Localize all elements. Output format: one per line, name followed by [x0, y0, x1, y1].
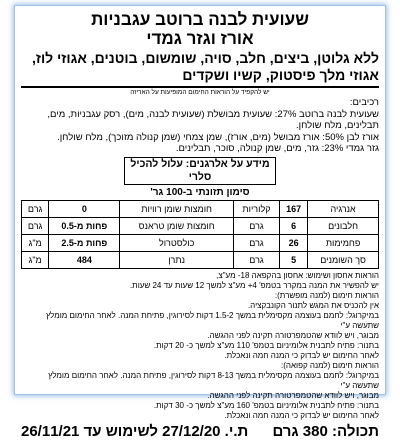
- ingredients-line: תבלינים, מלח שולחן.: [295, 120, 379, 131]
- product-subtitle: אורז וגזר גמדי: [146, 29, 254, 48]
- label-footer: [21, 423, 379, 440]
- instruction-line: לאחר החימום יש לבדוק כי המנה חמה ונאכלת.: [224, 410, 379, 420]
- instruction-line: הוראות אחסון ושימוש: אחסון בהקפאה 18- מע"צ,: [216, 270, 379, 280]
- instruction-line: במיקרוגל: לחמם בעוצמה מקסימלית במשך 1.5-2 דקות לסירוגין, פתיחת המנה. לאחר החימום מומלץ שתעשה ע"י: [46, 310, 379, 330]
- nutrition-label: גרם: [233, 217, 279, 234]
- nutrition-value: 0: [49, 200, 120, 217]
- divider: [21, 86, 379, 88]
- nutrition-label: חלבונים: [308, 217, 379, 234]
- product-title: שעועית לבנה ברוטב עגבניות: [91, 10, 309, 29]
- ingredients-block: [21, 97, 379, 155]
- allergen-free-statement: ללא גלוטן, ביצים, חלב, סויה, שומשום, בוטנים, אגוזי לוז, אגוזי מלך פיסטוק, קשיו ושקדים: [31, 50, 379, 83]
- nutrition-label: חומצות שומן טראנס: [120, 217, 233, 234]
- instruction-line: מבוגר, ויש לוודא שהטמפרטורה תקינה לפני ההגשה.: [207, 330, 379, 340]
- nutrition-row: [22, 200, 379, 217]
- nutrition-label: קלוריות: [233, 200, 279, 217]
- nutrition-label: פחמימות: [308, 234, 379, 251]
- ingredients-label: רכיבים:: [349, 97, 379, 108]
- nutrition-label: חומצות שומן רוויות: [120, 200, 233, 217]
- instruction-line: הוראות חימום (למנה מופשרת):: [274, 290, 379, 300]
- heating-warning: יש להקפיד על הוראות החימום המופיעות על האריזה: [130, 89, 270, 96]
- instruction-line: מבוגר, ויש לוודא שהטמפרטורה תקינה לפני ההגשה.: [207, 390, 379, 400]
- nutrition-value: פחות מ-2.5: [49, 234, 120, 251]
- nutrition-title: סימון תזונתי ב-100 גר': [150, 186, 250, 198]
- nutrition-row: [22, 234, 379, 251]
- ingredients-line: גזר גמדי 23%: גזר, מים, שמן קנולה, סוכר, תבלינים.: [175, 143, 379, 154]
- nutrition-label: גרם: [233, 234, 279, 251]
- nutrition-label: גרם: [22, 200, 49, 217]
- nutrition-row: [22, 251, 379, 268]
- nutrition-value: 5: [280, 251, 308, 268]
- instruction-line: בתנור: פתיח לתבנית אלומיניום בטמפ' 160 מע"צ למשך כ- 30 דקות.: [153, 400, 379, 410]
- nutrition-value: 484: [49, 251, 120, 268]
- nutrition-label: אנרגיה: [308, 200, 379, 217]
- nutrition-value: 26: [280, 234, 308, 251]
- nutrition-row: [22, 217, 379, 234]
- allergen-info: מידע על אלרגנים: עלול להכיל סלרי: [124, 157, 276, 185]
- nutrition-table: [21, 200, 379, 269]
- net-weight: תכולה: 380 גרם: [272, 422, 379, 440]
- nutrition-label: סך השומנים: [308, 251, 379, 268]
- nutrition-value: 6: [280, 217, 308, 234]
- instruction-line: יש להפשיר את המנה במקרר בטמפ' 4+ מע"צ למשך 12 שעות עד 24 שעות.: [129, 280, 379, 290]
- instruction-line: במיקרוגל: לחמם בעוצמה מקסימלית במשך 8-13 דקות לסירוגין, פתיחת המנה. לאחר החימום מומלץ שתעשה ע"י: [48, 370, 379, 390]
- production-expiry-dates: ת.י. 27/12/20 לשימוש עד 26/11/21: [21, 422, 249, 440]
- nutrition-label: מ"ג: [22, 251, 49, 268]
- instruction-line: הוראות חימום (למנה קפואה):: [281, 360, 379, 370]
- nutrition-value: פחות מ-0.5: [49, 217, 120, 234]
- instructions: [21, 271, 379, 421]
- ingredients-line: אורז לבן 50%: אורז מבושל (מים, אורז), שמן צמחי (שמן קנולה מזוכך), מלח שולחן.: [57, 131, 379, 143]
- ingredients-line: שעועית לבנה ברוטב 27%: שעועית מבושלת (שעועית לבנה, מים), רסק עגבניות, מים,: [47, 108, 379, 120]
- nutrition-label: מ"ג: [22, 234, 49, 251]
- nutrition-label: כולסטרול: [120, 234, 233, 251]
- nutrition-label: גרם: [22, 217, 49, 234]
- instruction-line: אין להכניס את המגש לתנור הקונבקציה.: [247, 300, 379, 310]
- nutrition-value: 167: [280, 200, 308, 217]
- nutrition-label: נתרן: [120, 251, 233, 268]
- instruction-line: בתנור: פתיח לתבנית אלומיניום בטמפ' 110 מע"צ למשך כ- 20 דקות.: [153, 340, 379, 350]
- product-label: [14, 5, 386, 440]
- instruction-line: לאחר החימום יש לבדוק כי המנה חמה ונאכלת.: [224, 350, 379, 360]
- nutrition-label: גרם: [233, 251, 279, 268]
